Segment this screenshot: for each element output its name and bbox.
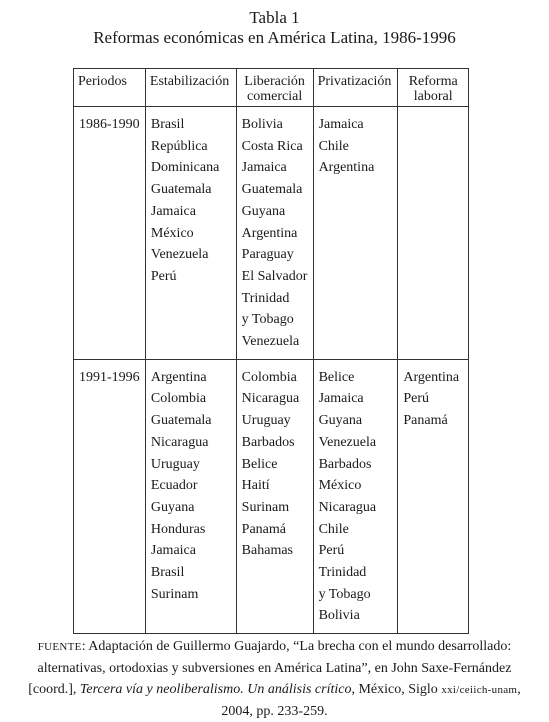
country-list-estabilizacion bbox=[145, 107, 236, 360]
country-entry: Honduras bbox=[150, 521, 206, 537]
country-entry: Haití bbox=[241, 478, 270, 494]
country-entry: Jamaica bbox=[150, 203, 196, 219]
country-entry: Panamá bbox=[241, 521, 286, 537]
country-list-privatizacion bbox=[313, 359, 398, 633]
country-entry: Perú bbox=[318, 543, 345, 559]
header-reforma-laboral: Reforma laboral bbox=[398, 69, 469, 107]
period-label: 1991-1996 bbox=[79, 369, 140, 385]
country-entry: México bbox=[318, 478, 362, 494]
country-entry: Colombia bbox=[150, 391, 207, 407]
header-row bbox=[74, 69, 469, 107]
country-entry: Jamaica bbox=[241, 160, 287, 176]
country-entry: Chile bbox=[318, 521, 349, 537]
country-entry: Surinam bbox=[150, 586, 199, 602]
country-entry: Venezuela bbox=[318, 434, 377, 450]
period-cell bbox=[74, 107, 146, 360]
header-privatizacion: Privatización bbox=[313, 69, 398, 107]
country-entry: y Tobago bbox=[241, 312, 294, 328]
country-entry: Brasil bbox=[150, 565, 185, 581]
header-periodos: Periodos bbox=[74, 69, 146, 107]
reforms-table bbox=[73, 68, 469, 634]
country-entry: Nicaragua bbox=[150, 434, 209, 450]
country-list-privatizacion bbox=[313, 107, 398, 360]
country-entry: Paraguay bbox=[241, 247, 294, 263]
source-footnote bbox=[0, 636, 549, 722]
footnote-line-2: alternativas, ortodoxias y subversiones en América Latina”, en John Saxe-Fernández bbox=[37, 661, 512, 676]
country-list-liberacion bbox=[236, 359, 313, 633]
country-entry: Guatemala bbox=[150, 182, 212, 198]
country-entry: República bbox=[150, 138, 208, 154]
table-title: Tabla 1 bbox=[249, 8, 300, 27]
country-entry: Uruguay bbox=[241, 413, 291, 429]
country-entry: Guyana bbox=[318, 413, 363, 429]
country-entry: Perú bbox=[150, 268, 177, 284]
country-entry: Colombia bbox=[241, 369, 297, 385]
footnote-line-3: [coord.], Tercera vía y neoliberalismo. Un análisis crítico, México, Siglo xxi/ceiich-unam, bbox=[28, 682, 521, 697]
country-entry: Argentina bbox=[403, 369, 460, 385]
table-subtitle: Reformas económicas en América Latina, 1986-1996 bbox=[93, 28, 456, 47]
footnote-line-4: 2004, pp. 233-259. bbox=[221, 704, 328, 719]
header-estabilizacion: Estabilización bbox=[145, 69, 236, 107]
country-entry: Guyana bbox=[241, 203, 286, 219]
period-label: 1986-1990 bbox=[79, 117, 140, 132]
country-entry: Trinidad bbox=[241, 290, 290, 306]
country-entry: y Tobago bbox=[318, 586, 371, 602]
period-cell bbox=[74, 359, 146, 633]
table-row bbox=[74, 359, 469, 633]
book-title: Tercera vía y neoliberalismo. Un análisis crítico bbox=[79, 682, 352, 697]
country-entry: Trinidad bbox=[318, 565, 367, 581]
country-entry: Costa Rica bbox=[241, 138, 303, 154]
country-entry: Bolivia bbox=[241, 117, 283, 132]
country-entry: Guatemala bbox=[241, 182, 303, 198]
country-entry: Guyana bbox=[150, 499, 195, 515]
country-entry: Venezuela bbox=[241, 334, 300, 350]
country-entry: Venezuela bbox=[150, 247, 209, 263]
country-entry: Ecuador bbox=[150, 478, 198, 494]
country-entry: Panamá bbox=[403, 413, 448, 429]
country-entry: Guatemala bbox=[150, 413, 212, 429]
country-entry: Nicaragua bbox=[318, 499, 377, 515]
country-entry: Brasil bbox=[150, 117, 185, 132]
country-entry: Barbados bbox=[241, 434, 295, 450]
country-entry: Belice bbox=[241, 456, 278, 472]
country-entry: Chile bbox=[318, 138, 349, 154]
country-entry: México bbox=[150, 225, 194, 241]
header-liberacion-comercial: Liberación comercial bbox=[236, 69, 313, 107]
country-entry: Bahamas bbox=[241, 543, 293, 559]
country-entry: Belice bbox=[318, 369, 355, 385]
country-entry: Nicaragua bbox=[241, 391, 300, 407]
footnote-label: FUENTE bbox=[37, 641, 82, 653]
country-entry: Argentina bbox=[150, 369, 207, 385]
country-entry: Surinam bbox=[241, 499, 290, 515]
country-list-liberacion bbox=[236, 107, 313, 360]
country-entry: Barbados bbox=[318, 456, 372, 472]
country-entry: Bolivia bbox=[318, 608, 360, 624]
country-entry: Argentina bbox=[318, 160, 375, 176]
country-entry: Uruguay bbox=[150, 456, 200, 472]
country-list-reforma bbox=[398, 359, 469, 633]
country-entry: Perú bbox=[403, 391, 430, 407]
country-entry: Jamaica bbox=[318, 117, 364, 132]
country-entry: Dominicana bbox=[150, 160, 220, 176]
country-entry: Jamaica bbox=[318, 391, 364, 407]
country-list-estabilizacion bbox=[145, 359, 236, 633]
table-row bbox=[74, 107, 469, 360]
country-entry: Argentina bbox=[241, 225, 298, 241]
footnote-line-1: FUENTE: Adaptación de Guillermo Guajardo, “La brecha con el mundo desarrollado: bbox=[37, 639, 512, 654]
country-entry: Jamaica bbox=[150, 543, 196, 559]
country-entry: El Salvador bbox=[241, 268, 308, 284]
country-list-reforma bbox=[398, 107, 469, 360]
